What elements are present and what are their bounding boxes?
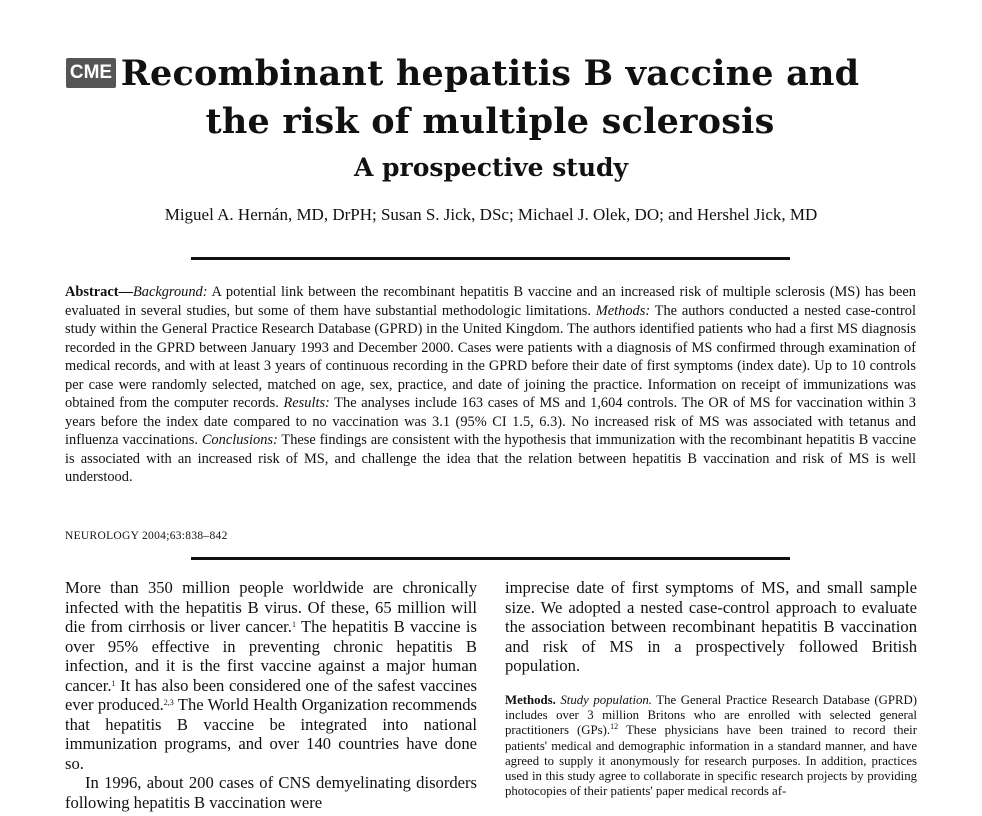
intro-text-2: The hepatitis B vaccine is over 95% effective in preventing chronic hepatitis B infection, and it is the first vaccine against a major human cancer. [65,617,477,695]
top-divider [191,257,790,260]
conclusions-text: These findings are consistent with the hypothesis that immunization with the recombinant hepatitis B vaccine is associated with an increased risk of MS, and challenge the idea that the relation between hepatitis B vaccination and risk of MS is well understood. [65,432,916,485]
cme-badge: CME [66,58,116,88]
body-left-column [65,578,477,812]
methods-text-2: These physicians have been trained to record their patients' medical and demographic information in a standard manner, and have agreed to supply it anonymously for research purposes. In addition, practices used in this study agree to collaborate in specific research projects by providing photocopies of their patients' paper medical records af- [505,723,917,799]
intro-text-3: It has also been considered one of the safest vaccines ever produced. [65,675,477,714]
second-paragraph: In 1996, about 200 cases of CNS demyelinating disorders following hepatitis B vaccination were [65,773,477,812]
reference-1[interactable]: 1 [291,620,296,629]
results-label: Results: [283,395,330,411]
results-text: The analyses include 163 cases of MS and 1,604 controls. The OR of MS for vaccination within 3 years before the index date compared to no vaccination was 3.1 (95% CI 1.5, 6.3). No increased risk of MS was associated with tetanus and influenza vaccinations. [65,395,916,448]
article-subtitle: A prospective study [353,153,629,182]
intro-text-4: The World Health Organization recommends that hepatitis B vaccine be integrated into national immunization programs, and over 140 countries have done so. [65,695,478,773]
background-text: A potential link between the recombinant hepatitis B vaccine and an increased risk of multiple sclerosis (MS) has been evaluated in several studies, but some of them have substantial methodologic limitations. [65,284,916,319]
intro-paragraph [65,578,477,773]
abstract [65,283,916,487]
title-line-2: the risk of multiple sclerosis [205,101,775,142]
methods-text: The authors conducted a nested case-control study within the General Practice Research Database (GPRD) in the United Kingdom. The authors identified patients who had a first MS diagnosis recorded in the GPRD between January 1993 and December 2000. Cases were patients with a diagnosis of MS confirmed through examination of medical records, and with at least 3 years of continuous recording in the GPRD before their date of first symptoms (index date). Up to 10 controls per case were randomly selected, matched on age, sex, practice, and date of joining the practice. Information on receipt of immunizations was obtained from the computer records. [65,302,916,411]
article-title [120,50,860,146]
author-list: Miguel A. Hernán, MD, DrPH; Susan S. Jick, DSc; Michael J. Olek, DO; and Hershel Jick, MD [164,205,818,224]
abstract-heading: Abstract— [65,284,133,300]
methods-label: Methods: [595,302,651,319]
title-line-1: Recombinant hepatitis B vaccine and [120,53,860,94]
reference-12[interactable]: 12 [610,722,619,732]
reference-2-3[interactable]: 2,3 [163,698,174,707]
reference-1b[interactable]: 1 [111,678,116,688]
methods-section [505,693,917,799]
study-population-label: Study population. [560,693,652,707]
body-right-column: imprecise date of first symptoms of MS, and small sample size. We adopted a nested case-control approach to evaluate the association between recombinant hepatitis B vaccination and risk of MS in a prospectively followed British population. [505,578,917,675]
journal-citation: NEUROLOGY 2004;63:838–842 [65,530,228,542]
methods-text-1: The General Practice Research Database (GPRD) includes over 3 million Britons who are enrolled with selected general practitioners (GPs). [505,693,917,738]
bottom-divider [191,557,790,560]
conclusions-label: Conclusions: [201,432,278,448]
background-label: Background: [132,284,208,300]
intro-text-1: More than 350 million people worldwide are chronically infected with the hepatitis B virus. Of these, 65 million will die from cirrhosis or liver cancer. [65,578,477,636]
methods-heading: Methods. [505,693,556,707]
